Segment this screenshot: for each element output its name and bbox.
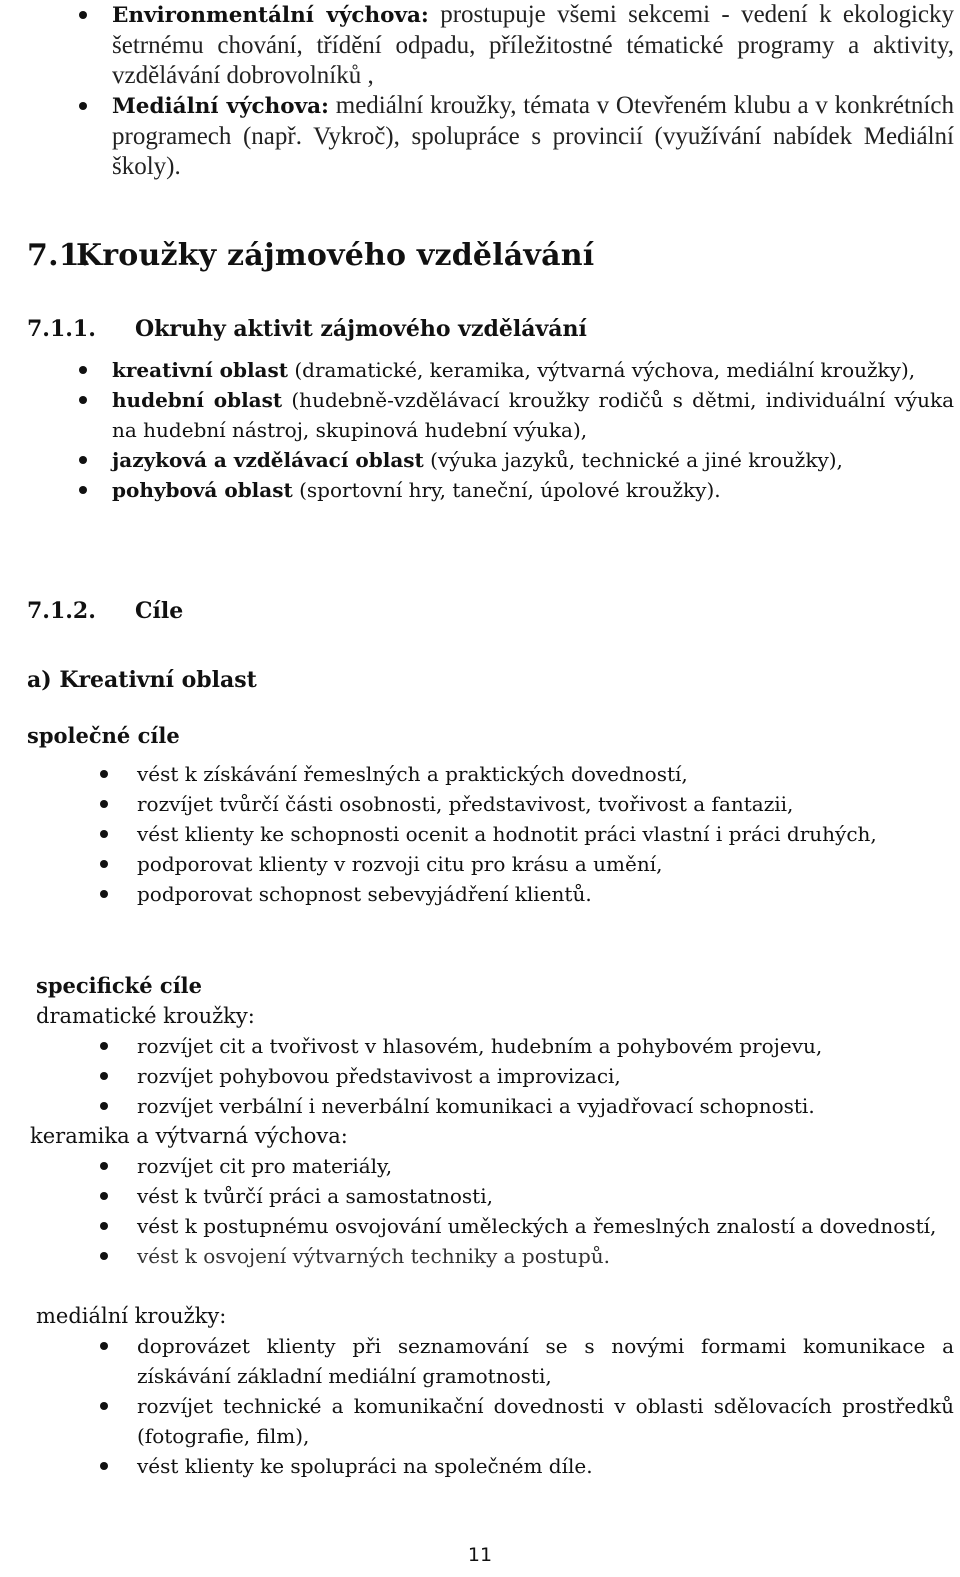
subsection-number: 7.1.2. [27,598,96,624]
list-item [112,0,954,91]
list-item [112,355,954,385]
page-number: 11 [467,1544,493,1566]
part-a-heading: a) Kreativní oblast [27,667,257,693]
list-item: vést k tvůrčí práci a samostatnosti, [137,1181,954,1211]
list-item [112,475,954,505]
item-text: mediální kroužky, témata v Otevřeném klubu a v konkrétních programech (např. Vykroč), spolupráce s provincií (využívání nabídek Mediální školy). [112,92,954,180]
item-text: prostupuje všemi sekcemi - vedení k ekologicky šetrnému chování, třídění odpadu, příležitostné tématické programy a aktivity, vzdělávání dobrovolníků , [112,1,954,89]
list-item: rozvíjet verbální i neverbální komunikaci a vyjadřovací schopnosti. [137,1091,954,1121]
item-text: (sportovní hry, taneční, úpolové kroužky). [292,478,721,502]
subsection-title: Cíle [135,598,184,624]
subsection-number: 7.1.1. [27,316,96,342]
media-label: mediální kroužky: [36,1304,227,1328]
item-term: hudební oblast [112,388,283,412]
common-goals-list [137,759,954,909]
item-term: jazyková a vzdělávací oblast [112,448,424,472]
list-item: podporovat schopnost sebevyjádření klientů. [137,879,954,909]
item-text: (hudebně-vzdělávací kroužky rodičů s dětmi, individuální výuka na hudební nástroj, skupinová hudební výuka), [112,388,954,442]
list-item: vést k postupnému osvojování uměleckých a řemeslných znalostí a dovedností, [137,1211,954,1241]
list-item: vést klienty ke schopnosti ocenit a hodnotit práci vlastní i práci druhých, [137,819,954,849]
common-goals-heading: společné cíle [27,723,180,748]
item-term: Environmentální výchova: [112,3,429,28]
drama-goals-list [137,1031,954,1121]
list-item: rozvíjet technické a komunikační dovednosti v oblasti sdělovacích prostředků (fotografie, film), [137,1391,954,1451]
subsection-title: Okruhy aktivit zájmového vzdělávání [135,316,587,342]
list-item [112,445,954,475]
item-term: kreativní oblast [112,358,289,382]
section-heading [27,236,594,276]
list-item: doprovázet klienty při seznamování se s novými formami komunikace a získávání základní mediální gramotnosti, [137,1331,954,1391]
subsection-heading-goals [27,594,183,628]
list-item [112,91,954,182]
list-item: vést k získávání řemeslných a praktických dovedností, [137,759,954,789]
media-goals-list [137,1331,954,1481]
list-item [112,385,954,445]
list-item: rozvíjet cit pro materiály, [137,1151,954,1181]
item-term: pohybová oblast [112,478,293,502]
item-term: Mediální výchova: [112,94,329,119]
ceramics-goals-list [137,1151,954,1271]
item-text: (výuka jazyků, technické a jiné kroužky), [423,448,843,472]
top-bullet-list [112,0,954,182]
specific-goals-heading: specifické cíle [36,973,203,998]
list-item: podporovat klienty v rozvoji citu pro krásu a umění, [137,849,954,879]
list-item: rozvíjet cit a tvořivost v hlasovém, hudebním a pohybovém projevu, [137,1031,954,1061]
areas-list [112,355,954,505]
section-title: Kroužky zájmového vzdělávání [76,238,595,273]
item-text: (dramatické, keramika, výtvarná výchova, mediální kroužky), [288,358,916,382]
list-item: vést klienty ke spolupráci na společném díle. [137,1451,954,1481]
ceramics-label: keramika a výtvarná výchova: [30,1124,348,1148]
list-item: rozvíjet pohybovou představivost a improvizaci, [137,1061,954,1091]
list-item: rozvíjet tvůrčí části osobnosti, představivost, tvořivost a fantazii, [137,789,954,819]
subsection-heading [27,312,587,346]
section-number: 7.1. [27,238,91,273]
drama-label: dramatické kroužky: [36,1004,255,1028]
list-item: vést k osvojení výtvarných techniky a postupů. [137,1241,954,1271]
